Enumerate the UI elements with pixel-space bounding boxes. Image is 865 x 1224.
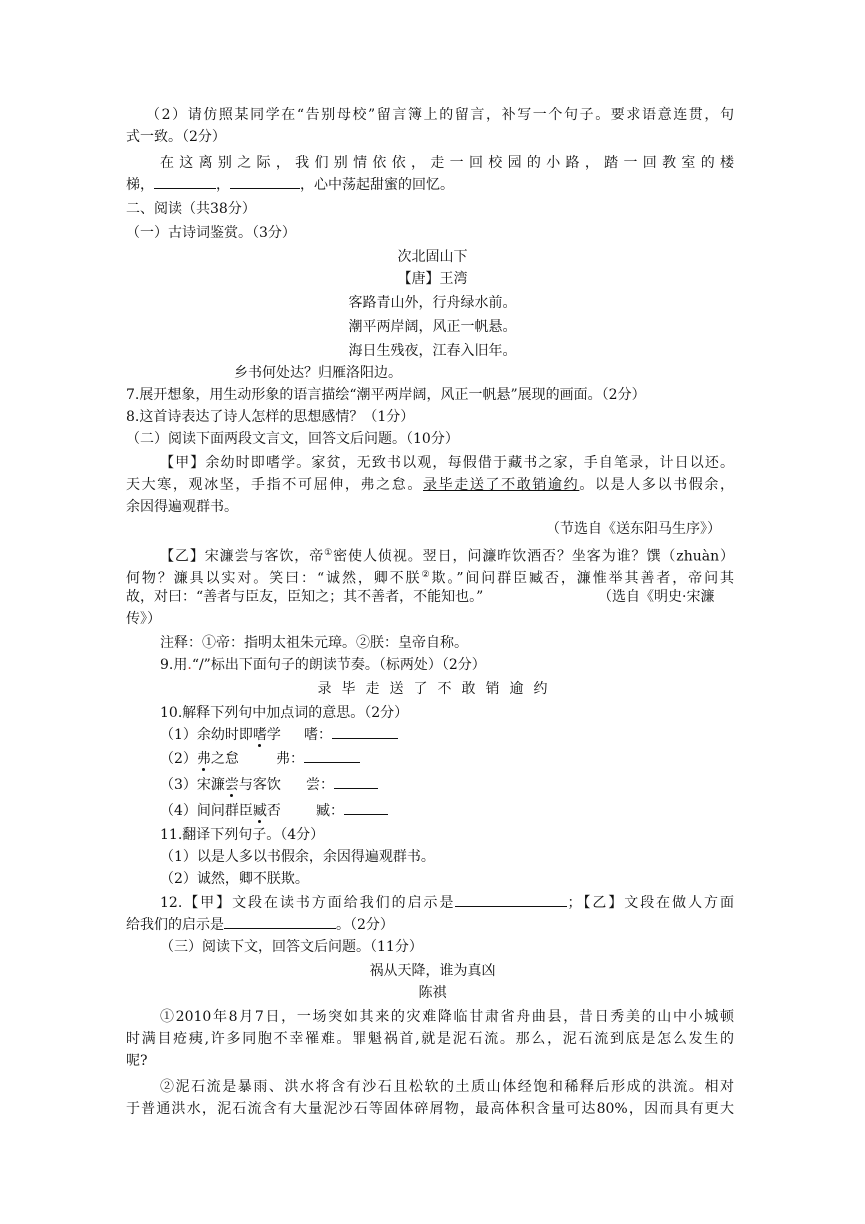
question-9 — [160, 654, 486, 676]
question-12-line1 — [160, 892, 734, 914]
modern-part-heading: （三）阅读下文，回答文后问题。（11分） — [160, 939, 423, 955]
question-12-text-b: ；【乙】文段在做人方面 — [567, 895, 735, 911]
poem-line-3 — [0, 340, 865, 362]
q10-item-1-answer — [304, 724, 398, 746]
question-12-text-c: 给我们的启示是 — [126, 917, 224, 933]
yi-source-end: 传》） — [126, 611, 161, 627]
q2-prompt-line1: 在这离别之际，我们别情依依，走一回校园的小路，踏一回教室的楼 — [160, 155, 734, 171]
q12-answer-blank-2[interactable] — [224, 914, 336, 929]
q12-answer-blank-1[interactable] — [455, 892, 567, 907]
question-10: 10.解释下列句中加点词的意思。（2分） — [160, 705, 409, 721]
q10-item-4-answer — [316, 800, 388, 822]
q10-item-4-text-end: 否 — [266, 803, 281, 819]
question-7: 7.展开想象，用生动形象的语言描绘“潮平两岸阔，风正一帆悬”展现的画面。（2分） — [126, 387, 646, 403]
paragraph-2-line2: 于普通洪水，泥石流含有大量泥沙石等固体碎屑物，最高体积含量可达80%，因而具有更大 — [126, 1101, 734, 1117]
q10-item-2 — [160, 748, 239, 770]
yi-passage-text-c: 何物？濂具以实对。笑曰：“诚然，卿不朕 — [126, 570, 422, 587]
footnote-marker-1: ① — [324, 548, 334, 558]
question-8: 8.这首诗表达了诗人怎样的思想感情？（1分） — [126, 409, 415, 425]
q10-item-4 — [160, 800, 281, 822]
yi-passage-text-a: 【乙】宋濂尝与客饮，帝 — [160, 548, 325, 565]
yi-source: （选自《明史·宋濂 — [598, 589, 715, 605]
jia-passage-line1: 【甲】余幼时即嗜学。家贫，无致书以观，每假借于藏书之家，手自笔录，计日以还。 — [160, 455, 734, 471]
q10-item-3-text: （3）宋濂 — [160, 777, 225, 793]
q10-item-4-blank[interactable] — [344, 800, 388, 815]
q10-item-3-answer — [306, 774, 378, 796]
question-11: 11.翻译下列句子。（4分） — [160, 827, 325, 843]
q11-item-2: （2）诚然，卿不朕欺。 — [160, 871, 309, 887]
q10-item-1-text: （1）余幼时即 — [160, 727, 253, 743]
classical-part-heading: （二）阅读下面两段文言文，回答文后问题。（10分） — [126, 431, 459, 447]
q10-item-3-blank[interactable] — [334, 774, 378, 789]
jia-passage-text-c: 。以是人多以书假余， — [579, 477, 735, 493]
q2-prompt-text-c: ，心中荡起甜蜜的回忆。 — [300, 177, 454, 193]
q2-instruction-line2: 式一致。（2分） — [126, 129, 226, 145]
jia-underlined-sentence: 录毕走送了不敢销逾约 — [423, 477, 580, 493]
paragraph-1-line3: 呢? — [126, 1053, 148, 1069]
q2-answer-blank-1[interactable] — [154, 174, 216, 189]
q2-prompt-text-b: ， — [216, 177, 230, 193]
q10-item-2-dotted-word: 弗 — [196, 751, 211, 767]
q2-answer-blank-2[interactable] — [230, 174, 300, 189]
question-9-sentence: 录毕走送了不敢销逾约 — [317, 681, 558, 697]
poem-author: 【唐】王湾 — [397, 271, 468, 287]
section-heading: 二、阅读（共38分） — [126, 201, 256, 217]
q10-item-2-term: 弗： — [276, 751, 304, 767]
poem-line-1: 客路青山外，行舟绿水前。 — [348, 295, 517, 311]
q10-item-2-text-end: 之怠 — [210, 751, 239, 767]
question-9-text-a: 9.用 — [160, 657, 188, 673]
question-12-text-d: 。（2分） — [336, 917, 394, 933]
poem-part-heading: （一）古诗词鉴赏。（3分） — [126, 225, 296, 241]
q10-item-3-text-end: 与客饮 — [238, 777, 281, 793]
paragraph-1-line1: ①2010年8月7日，一场突如其来的灾难降临甘肃省舟曲县，昔日秀美的山中小城顿 — [160, 1009, 734, 1025]
yi-passage-text-b: 密使人侦视。翌日，问濂昨饮酒否？坐客为谁？馔（zhuàn） — [333, 548, 735, 565]
yi-passage-text-d: 欺。”间问群臣臧否，濂惟举其善者，帝问其 — [431, 570, 735, 587]
question-12-line2 — [126, 914, 394, 936]
question-12-text-a: 12.【甲】文段在读书方面给我们的启示是 — [160, 895, 456, 911]
jia-source: （节选自《送东阳马生序》） — [546, 521, 721, 537]
poem-title: 次北固山下 — [397, 249, 468, 265]
jia-passage-text-a: 天大寒，观冰坚，手指不可屈伸，弗之怠。 — [126, 477, 423, 493]
question-9-dot: . — [187, 657, 192, 673]
q10-item-3-dotted-word: 尝 — [224, 777, 239, 793]
q10-item-4-text: （4）间问群臣 — [160, 803, 253, 819]
jia-passage-line3: 余因得遍观群书。 — [126, 499, 238, 515]
q10-item-2-text: （2） — [160, 751, 197, 767]
footnote-marker-2: ② — [421, 570, 432, 580]
paragraph-2-line1: ②泥石流是暴雨、洪水将含有沙石且松软的土质山体经饱和稀释后形成的洪流。相对 — [160, 1079, 734, 1095]
q2-prompt-text-a: 梯， — [126, 177, 154, 193]
q10-item-1-blank[interactable] — [332, 724, 398, 739]
q11-item-1: （1）以是人多以书假余，余因得遍观群书。 — [160, 849, 435, 865]
q2-instruction-line1: （2）请仿照某同学在“告别母校”留言簿上的留言，补写一个句子。要求语意连贯，句 — [146, 107, 734, 123]
q10-item-4-term: 臧： — [316, 803, 344, 819]
article-title: 祸从天降，谁为真凶 — [369, 963, 496, 979]
question-9-text-b: “/”标出下面句子的朗读节奏。（标两处）（2分） — [191, 657, 486, 673]
q10-item-1-text-end: 学 — [266, 727, 281, 743]
q10-item-1-term: 嗜： — [304, 727, 332, 743]
q10-item-1 — [160, 724, 281, 746]
q10-item-1-dotted-word: 嗜 — [252, 727, 267, 743]
article-author: 陈祺 — [418, 985, 447, 1001]
q10-item-2-blank[interactable] — [304, 748, 360, 763]
poem-line-4: 乡书何处达？归雁洛阳边。 — [234, 365, 402, 381]
poem-line-3-a: 海日生残夜，江春 — [348, 343, 461, 359]
poem-line-3-b: 入旧年。 — [460, 343, 517, 359]
annotation-note: 注释：①帝：指明太祖朱元璋。②朕：皇帝自称。 — [160, 635, 468, 651]
q10-item-3 — [160, 774, 281, 796]
poem-line-2: 潮平两岸阔，风正一帆悬。 — [348, 319, 517, 335]
q10-item-4-dotted-word: 臧 — [252, 803, 267, 819]
q10-item-3-term: 尝： — [306, 777, 334, 793]
paragraph-1-line2: 时满目疮痍,许多同胞不幸罹难。罪魁祸首,就是泥石流。那么，泥石流到底是怎么发生的 — [126, 1031, 734, 1047]
q10-item-2-answer — [276, 748, 360, 770]
q2-prompt-line2 — [126, 174, 454, 196]
yi-passage-line3: 故，对曰：“善者与臣友，臣知之；其不善者，不能知也。” — [126, 589, 484, 605]
jia-passage-line2 — [126, 474, 734, 496]
